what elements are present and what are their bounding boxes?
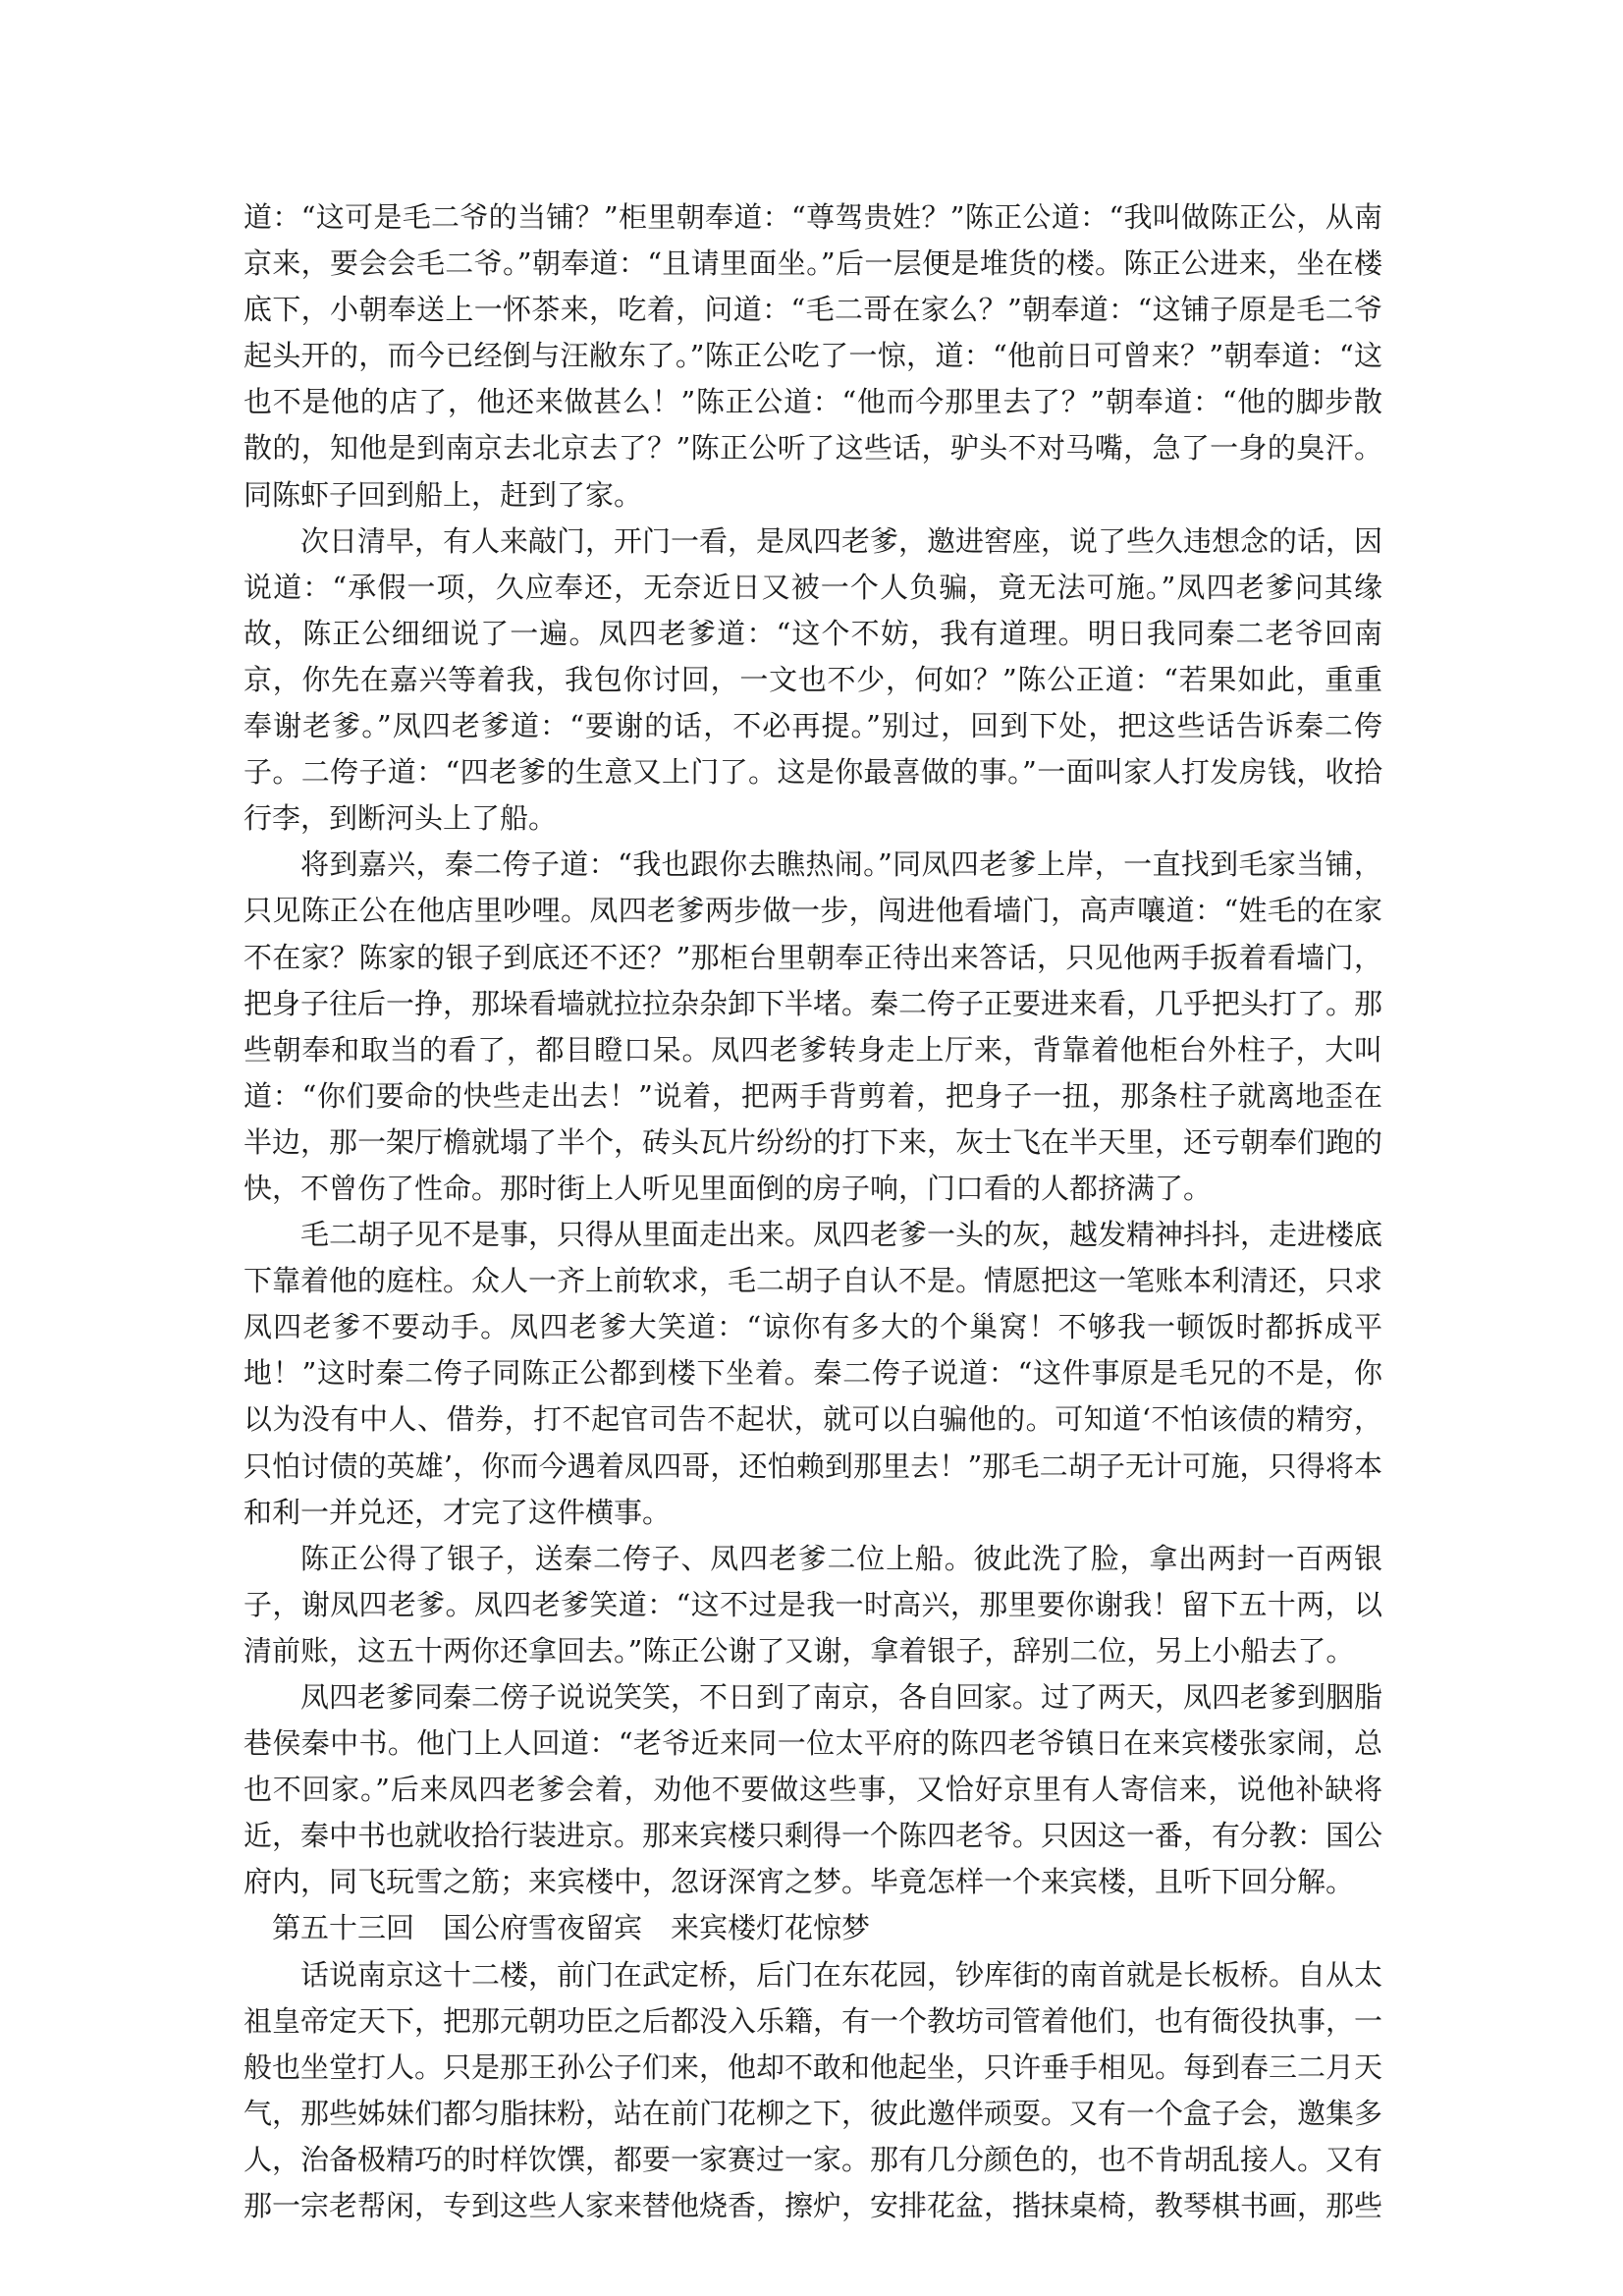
- body-text: [243, 194, 1382, 2229]
- chapter-heading: 第五十三回 国公府雪夜留宾 来宾楼灯花惊梦: [272, 1911, 871, 1945]
- paragraph-6: 凤四老爹同秦二傍子说说笑笑，不日到了南京，各自回家。过了两天，凤四老爹到胭脂巷侯秦中书。他门上人回道：“老爷近来同一位太平府的陈四老爷镇日在来宾楼张家闹，总也不回家。”后来凤四老爹会着，劝他不要做这些事，又恰好京里有人寄信来，说他补缺将近，秦中书也就收拾行装进京。那来宾楼只剩得一个陈四老爷。只因这一番，有分教：国公府内，同飞玩雪之筋；来宾楼中，忽讶深宵之梦。毕竟怎样一个来宾楼，且听下回分解。: [243, 1680, 1383, 1899]
- paragraph-1: 道：“这可是毛二爷的当铺？”柜里朝奉道：“尊驾贵姓？”陈正公道：“我叫做陈正公，从南京来，要会会毛二爷。”朝奉道：“且请里面坐。”后一层便是堆货的楼。陈正公进来，坐在楼底下，小朝奉送上一怀茶来，吃着，问道：“毛二哥在家么？”朝奉道：“这铺子原是毛二爷起头开的，而今已经倒与汪敝东了。”陈正公吃了一惊，道：“他前日可曾来？”朝奉道：“这也不是他的店了，他还来做甚么！”陈正公道：“他而今那里去了？”朝奉道：“他的脚步散散的，知他是到南京去北京去了？”陈正公听了这些话，驴头不对马嘴，急了一身的臭汗。同陈虾子回到船上，赶到了家。: [243, 200, 1382, 512]
- paragraph-4: 毛二胡子见不是事，只得从里面走出来。凤四老爹一头的灰，越发精神抖抖，走进楼底下靠着他的庭柱。众人一齐上前软求，毛二胡子自认不是。情愿把这一笔账本利清还，只求凤四老爹不要动手。凤四老爹大笑道：“谅你有多大的个巢窝！不够我一顿饭时都拆成平地！”这时秦二侉子同陈正公都到楼下坐着。秦二侉子说道：“这件事原是毛兄的不是，你以为没有中人、借券，打不起官司告不起状，就可以白骗他的。可知道‘不怕该债的精穷，只怕讨债的英雄’，你而今遇着凤四哥，还怕赖到那里去！”那毛二胡子无计可施，只得将本和利一并兑还，才完了这件横事。: [243, 1218, 1383, 1529]
- paragraph-3: 将到嘉兴，秦二侉子道：“我也跟你去瞧热闹。”同凤四老爹上岸，一直找到毛家当铺，只见陈正公在他店里吵哩。凤四老爹两步做一步，闯进他看墙门，高声嚷道：“姓毛的在家不在家？陈家的银子到底还不还？”那柜台里朝奉正待出来答话，只见他两手扳着看墙门，把身子往后一挣，那垛看墙就拉拉杂杂卸下半堵。秦二侉子正要进来看，几乎把头打了。那些朝奉和取当的看了，都目瞪口呆。凤四老爹转身走上厅来，背靠着他柜台外柱子，大叫道：“你们要命的快些走出去！”说着，把两手背剪着，把身子一扭，那条柱子就离地歪在半边，那一架厅檐就塌了半个，砖头瓦片纷纷的打下来，灰士飞在半天里，还亏朝奉们跑的快，不曾伤了性命。那时街上人听见里面倒的房子响，门口看的人都挤满了。: [243, 847, 1383, 1205]
- paragraph-5: 陈正公得了银子，送秦二侉子、凤四老爹二位上船。彼此洗了脸，拿出两封一百两银子，谢凤四老爹。凤四老爹笑道：“这不过是我一时高兴，那里要你谢我！留下五十两，以清前账，这五十两你还拿回去。”陈正公谢了又谢，拿着银子，辞别二位，另上小船去了。: [243, 1541, 1382, 1667]
- chapter-paragraph-1: 话说南京这十二楼，前门在武定桥，后门在东花园，钞库街的南首就是长板桥。自从太祖皇帝定天下，把那元朝功臣之后都没入乐籍，有一个教坊司管着他们，也有衙役执事，一般也坐堂打人。只是那王孙公子们来，他却不敢和他起坐，只许垂手相见。每到春三二月天气，那些姊妹们都匀脂抹粉，站在前门花柳之下，彼此邀伴顽耍。又有一个盒子会，邀集多人，治备极精巧的时样饮馔，都要一家赛过一家。那有几分颜色的，也不肯胡乱接人。又有那一宗老帮闲，专到这些人家来替他烧香，擦炉，安排花盆，揩抹桌椅，教琴棋书画，那些: [243, 1957, 1383, 2223]
- paragraph-2: 次日清早，有人来敲门，开门一看，是凤四老爹，邀进窖座，说了些久违想念的话，因说道：“承假一项，久应奉还，无奈近日又被一个人负骗，竟无法可施。”凤四老爹问其缘故，陈正公细细说了一遍。凤四老爹道：“这个不妨，我有道理。明日我同秦二老爷回南京，你先在嘉兴等着我，我包你讨回，一文也不少，何如？”陈公正道：“若果如此，重重奉谢老爹。”凤四老爹道：“要谢的话，不必再提。”别过，回到下处，把这些话告诉秦二侉子。二侉子道：“四老爹的生意又上门了。这是你最喜做的事。”一面叫家人打发房钱，收拾行李，到断河头上了船。: [243, 523, 1383, 836]
